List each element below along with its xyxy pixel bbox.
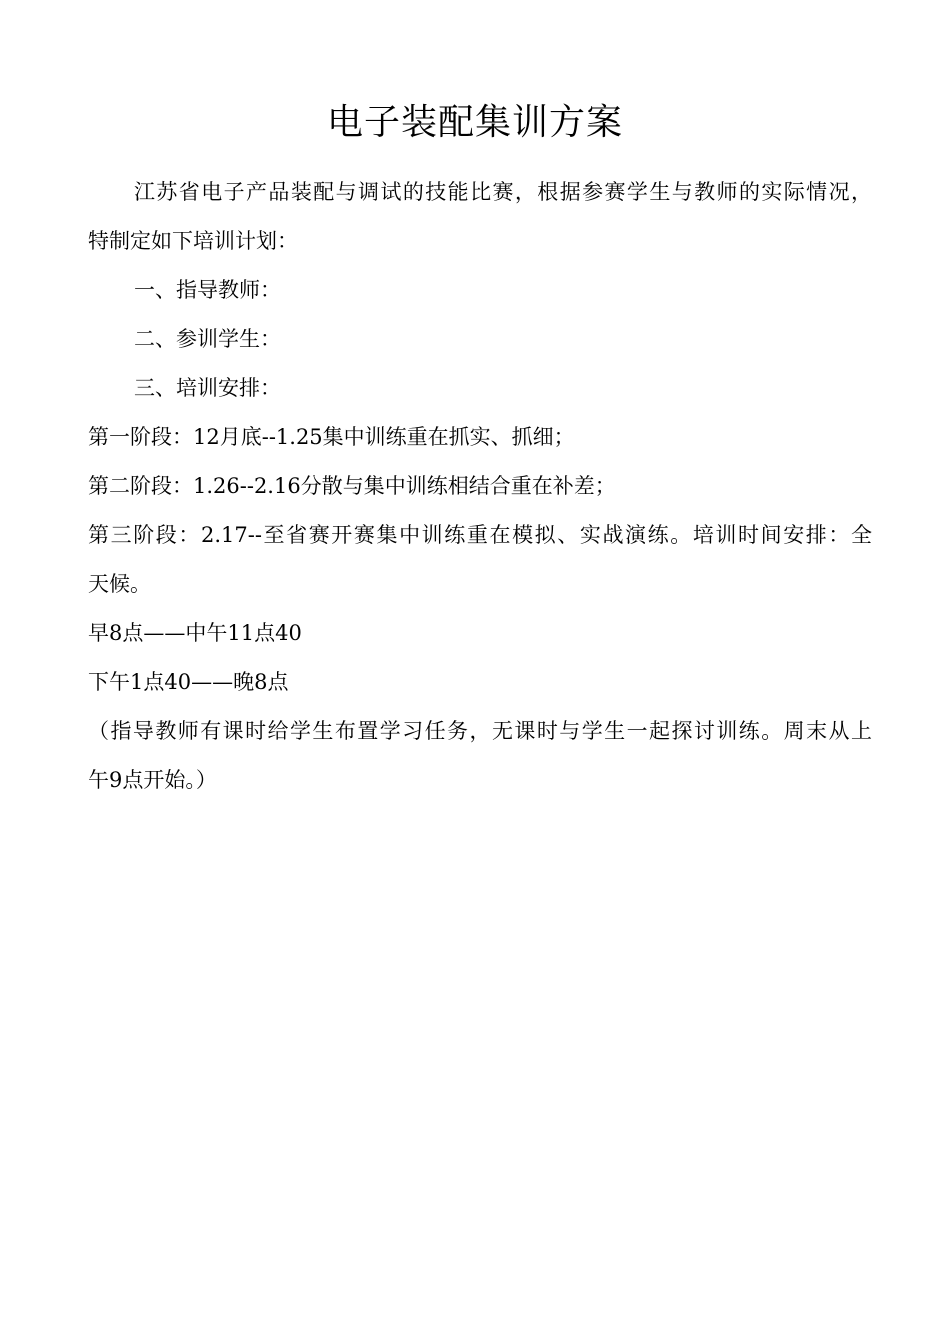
stage-2: 第二阶段：1.26--2.16分散与集中训练相结合重在补差；	[88, 474, 616, 498]
section-instructors: 一、指导教师：	[134, 278, 281, 302]
schedule-morning: 早8点——中午11点40	[88, 621, 302, 645]
note-line-1: （指导教师有课时给学生布置学习任务，无课时与学生一起探讨训练。周末从上	[88, 719, 872, 743]
intro-paragraph-line-2: 特制定如下培训计划：	[88, 229, 298, 253]
stage-3-line-1: 第三阶段：2.17--至省赛开赛集中训练重在模拟、实战演练。培训时间安排：全	[88, 523, 872, 547]
section-training-schedule: 三、培训安排：	[134, 376, 281, 400]
schedule-afternoon: 下午1点40——晚8点	[88, 670, 289, 694]
stage-3-line-2: 天候。	[88, 572, 151, 596]
document-title: 电子装配集训方案	[326, 102, 623, 143]
document-body	[88, 168, 872, 805]
note-line-2: 午9点开始。）	[88, 768, 217, 792]
stage-1: 第一阶段：12月底--1.25集中训练重在抓实、抓细；	[88, 425, 575, 449]
intro-paragraph-line-1: 江苏省电子产品装配与调试的技能比赛，根据参赛学生与教师的实际情况，	[134, 180, 872, 204]
section-students: 二、参训学生：	[134, 327, 281, 351]
